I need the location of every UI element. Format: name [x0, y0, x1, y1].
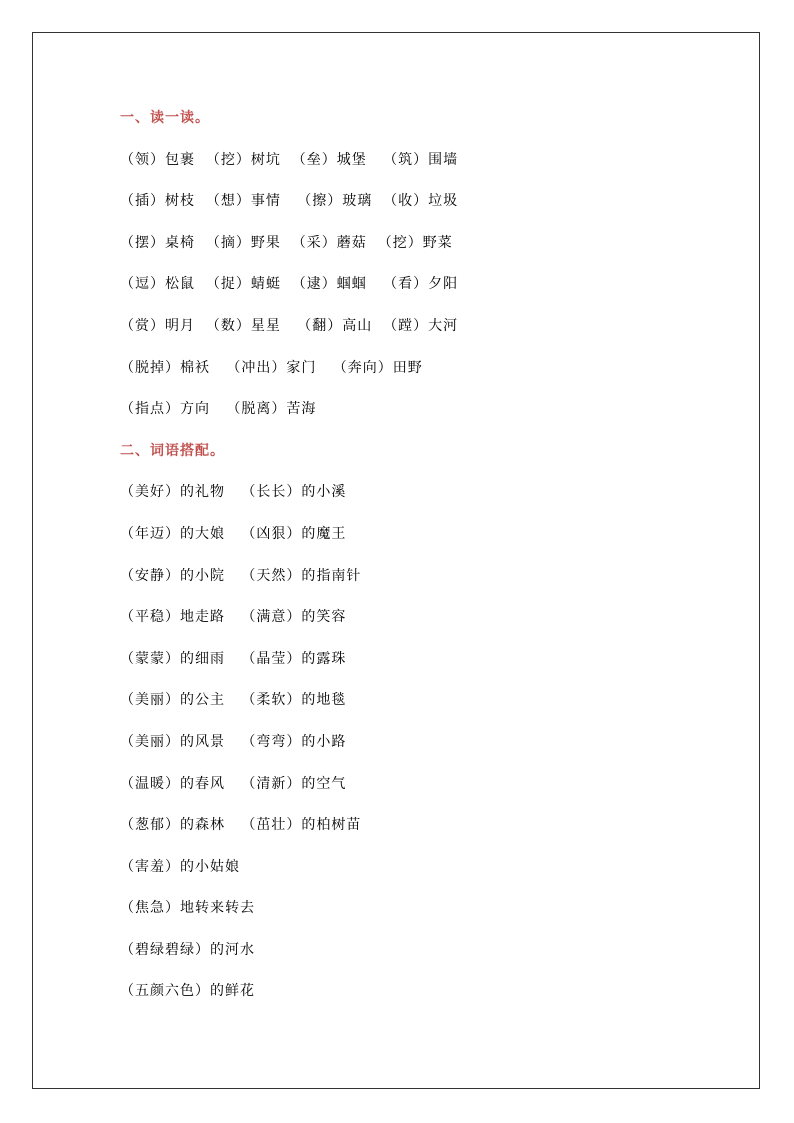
match-line: （美好）的礼物 （长长）的小溪	[120, 484, 347, 501]
read-line: （指点）方向 （脱离）苦海	[120, 401, 317, 418]
read-line: （脱掉）棉袄 （冲出）家门 （奔向）田野	[120, 359, 423, 376]
match-line: （葱郁）的森林 （茁壮）的柏树苗	[120, 817, 362, 834]
match-line: （美丽）的风景 （弯弯）的小路	[120, 733, 347, 750]
match-line: （安静）的小院 （天然）的指南针	[120, 567, 362, 584]
read-line: （插）树枝 （想）事情 （擦）玻璃 （收）垃圾	[120, 193, 459, 210]
match-line: （美丽）的公主 （柔软）的地毯	[120, 692, 347, 709]
section-heading-match: 二、词语搭配。	[120, 442, 225, 459]
match-line: （年迈）的大娘 （凶狠）的魔王	[120, 525, 347, 542]
document-content	[120, 104, 740, 1019]
match-line: （蒙蒙）的细雨 （晶莹）的露珠	[120, 650, 347, 667]
match-line: （平稳）地走路 （满意）的笑容	[120, 609, 347, 626]
read-line: （赏）明月 （数）星星 （翻）高山 （蹚）大河	[120, 317, 459, 334]
match-line: （五颜六色）的鲜花	[120, 983, 255, 1000]
read-line: （逗）松鼠 （捉）蜻蜓 （逮）蝈蝈 （看）夕阳	[120, 276, 459, 293]
match-line: （焦急）地转来转去	[120, 900, 255, 917]
match-line: （温暖）的春风 （清新）的空气	[120, 775, 347, 792]
read-line: （领）包裹 （挖）树坑 （垒）城堡 （筑）围墙	[120, 151, 459, 168]
match-line: （害羞）的小姑娘	[120, 858, 240, 875]
read-line: （摆）桌椅 （摘）野果 （采）蘑菇 （挖）野菜	[120, 234, 453, 251]
section-heading-read: 一、读一读。	[120, 110, 210, 126]
match-line: （碧绿碧绿）的河水	[120, 941, 255, 958]
